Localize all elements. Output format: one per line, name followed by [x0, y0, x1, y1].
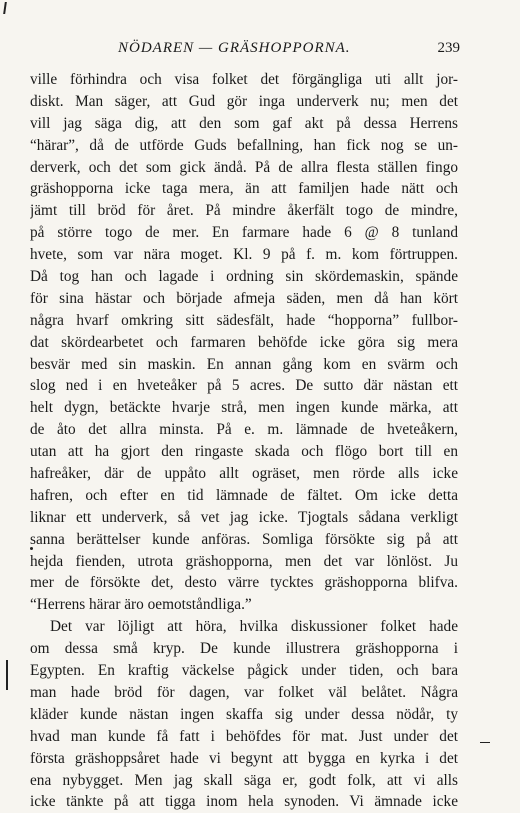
text-line: hvad man kunde få fatt i behöfdes för mat. Just under det: [30, 727, 458, 745]
text-line: vill jag säga dig, att den som gaf akt på dessa Herrens: [30, 114, 458, 132]
text-line: gräshopporna icke taga mera, än att familjen hade nätt och: [30, 180, 458, 198]
text-line: slog ned i en hveteåker på 5 acres. De sutto där nästan ett: [30, 377, 458, 395]
text-line: “härar”, då de utförde Guds befallning, han fick nog se un-: [30, 136, 458, 154]
text-line: jämt till bröd för året. På mindre åkerfält togo de mindre,: [30, 202, 458, 220]
margin-mark: [6, 660, 8, 690]
text-line: helt dygn, betäckte hvarje strå, men ingen kunde märka, att: [30, 399, 458, 417]
running-head: NÖDAREN — GRÄSHOPPORNA.: [118, 40, 351, 56]
text-line: derverk, och det som gick ändå. På de allra flesta ställen fingo: [30, 158, 458, 176]
text-line: ville förhindra och visa folket det förgängliga uti allt jor-: [30, 71, 458, 88]
body-text: [30, 69, 458, 813]
text-line: icke tänkte på att tigga inom hela synoden. Vi ämnade icke: [30, 793, 458, 811]
margin-mark: [3, 2, 6, 14]
text-line: Egypten. En kraftig väckelse pågick under tiden, och bara: [30, 662, 458, 680]
text-line: kläder kunde nästan ingen skaffa sig under dessa nödår, ty: [30, 705, 458, 723]
text-line: diskt. Man säger, att Gud gör inga underverk nu; men det: [30, 92, 458, 110]
text-line: mer de försökte det, desto värre tycktes gräshopporna blifva.: [30, 574, 458, 592]
paragraph-start-line: Det var löjligt att höra, hvilka diskussioner folket hade: [50, 618, 458, 636]
text-line: på större togo de mer. En farmare hade 6 @ 8 tunland: [30, 224, 458, 242]
text-line: sanna berättelser kunde anföras. Somliga försökte sig på att: [30, 530, 458, 548]
margin-dash: [480, 742, 490, 743]
text-line: hejda fienden, utrota gräshopporna, men det var lönlöst. Ju: [30, 552, 458, 570]
text-line: för sina hästar och började afmeja säden, men då han kört: [30, 289, 458, 307]
text-line: ena nybygget. Men jag skall säga er, godt folk, att vi alls: [30, 771, 458, 789]
text-line: Då tog han och lagade i ordning sin skördemaskin, spände: [30, 268, 458, 286]
page-header: [30, 40, 460, 62]
page-number: 239: [437, 40, 460, 56]
text-line: dat skördearbetet och farmaren behöfde icke göra sig mera: [30, 333, 458, 351]
text-line: första gräshoppsåret hade vi begynt att bygga en kyrka i det: [30, 749, 458, 767]
text-line: liknar ett underverk, så vet jag icke. Tjogtals sådana verkligt: [30, 508, 458, 526]
text-line: utan att ha gjort den ringaste skada och flögo bort till en: [30, 443, 458, 461]
text-line: hafreåker, där de uppåto allt ogräset, men rörde alls icke: [30, 465, 458, 483]
text-line: hafren, och efter en tid lämnade de fältet. Om icke detta: [30, 486, 458, 504]
paragraph-end-line: “Herrens härar äro oemotståndliga.”: [30, 596, 252, 614]
text-line: besvär med sin maskin. En annan gång kom en svärm och: [30, 355, 458, 373]
text-line: om dessa små kryp. De kunde illustrera gräshopporna i: [30, 640, 458, 658]
text-line: hvete, som var nära moget. Kl. 9 på f. m. kom förtruppen.: [30, 246, 458, 264]
text-line: några hvarf omkring sitt sädesfält, hade “hopporna” fullbor-: [30, 311, 458, 329]
text-line: man hade bröd för dagen, var folket väl belåtet. Några: [30, 683, 458, 701]
text-line: de åto det allra minsta. På e. m. lämnade de hveteåkern,: [30, 421, 458, 439]
